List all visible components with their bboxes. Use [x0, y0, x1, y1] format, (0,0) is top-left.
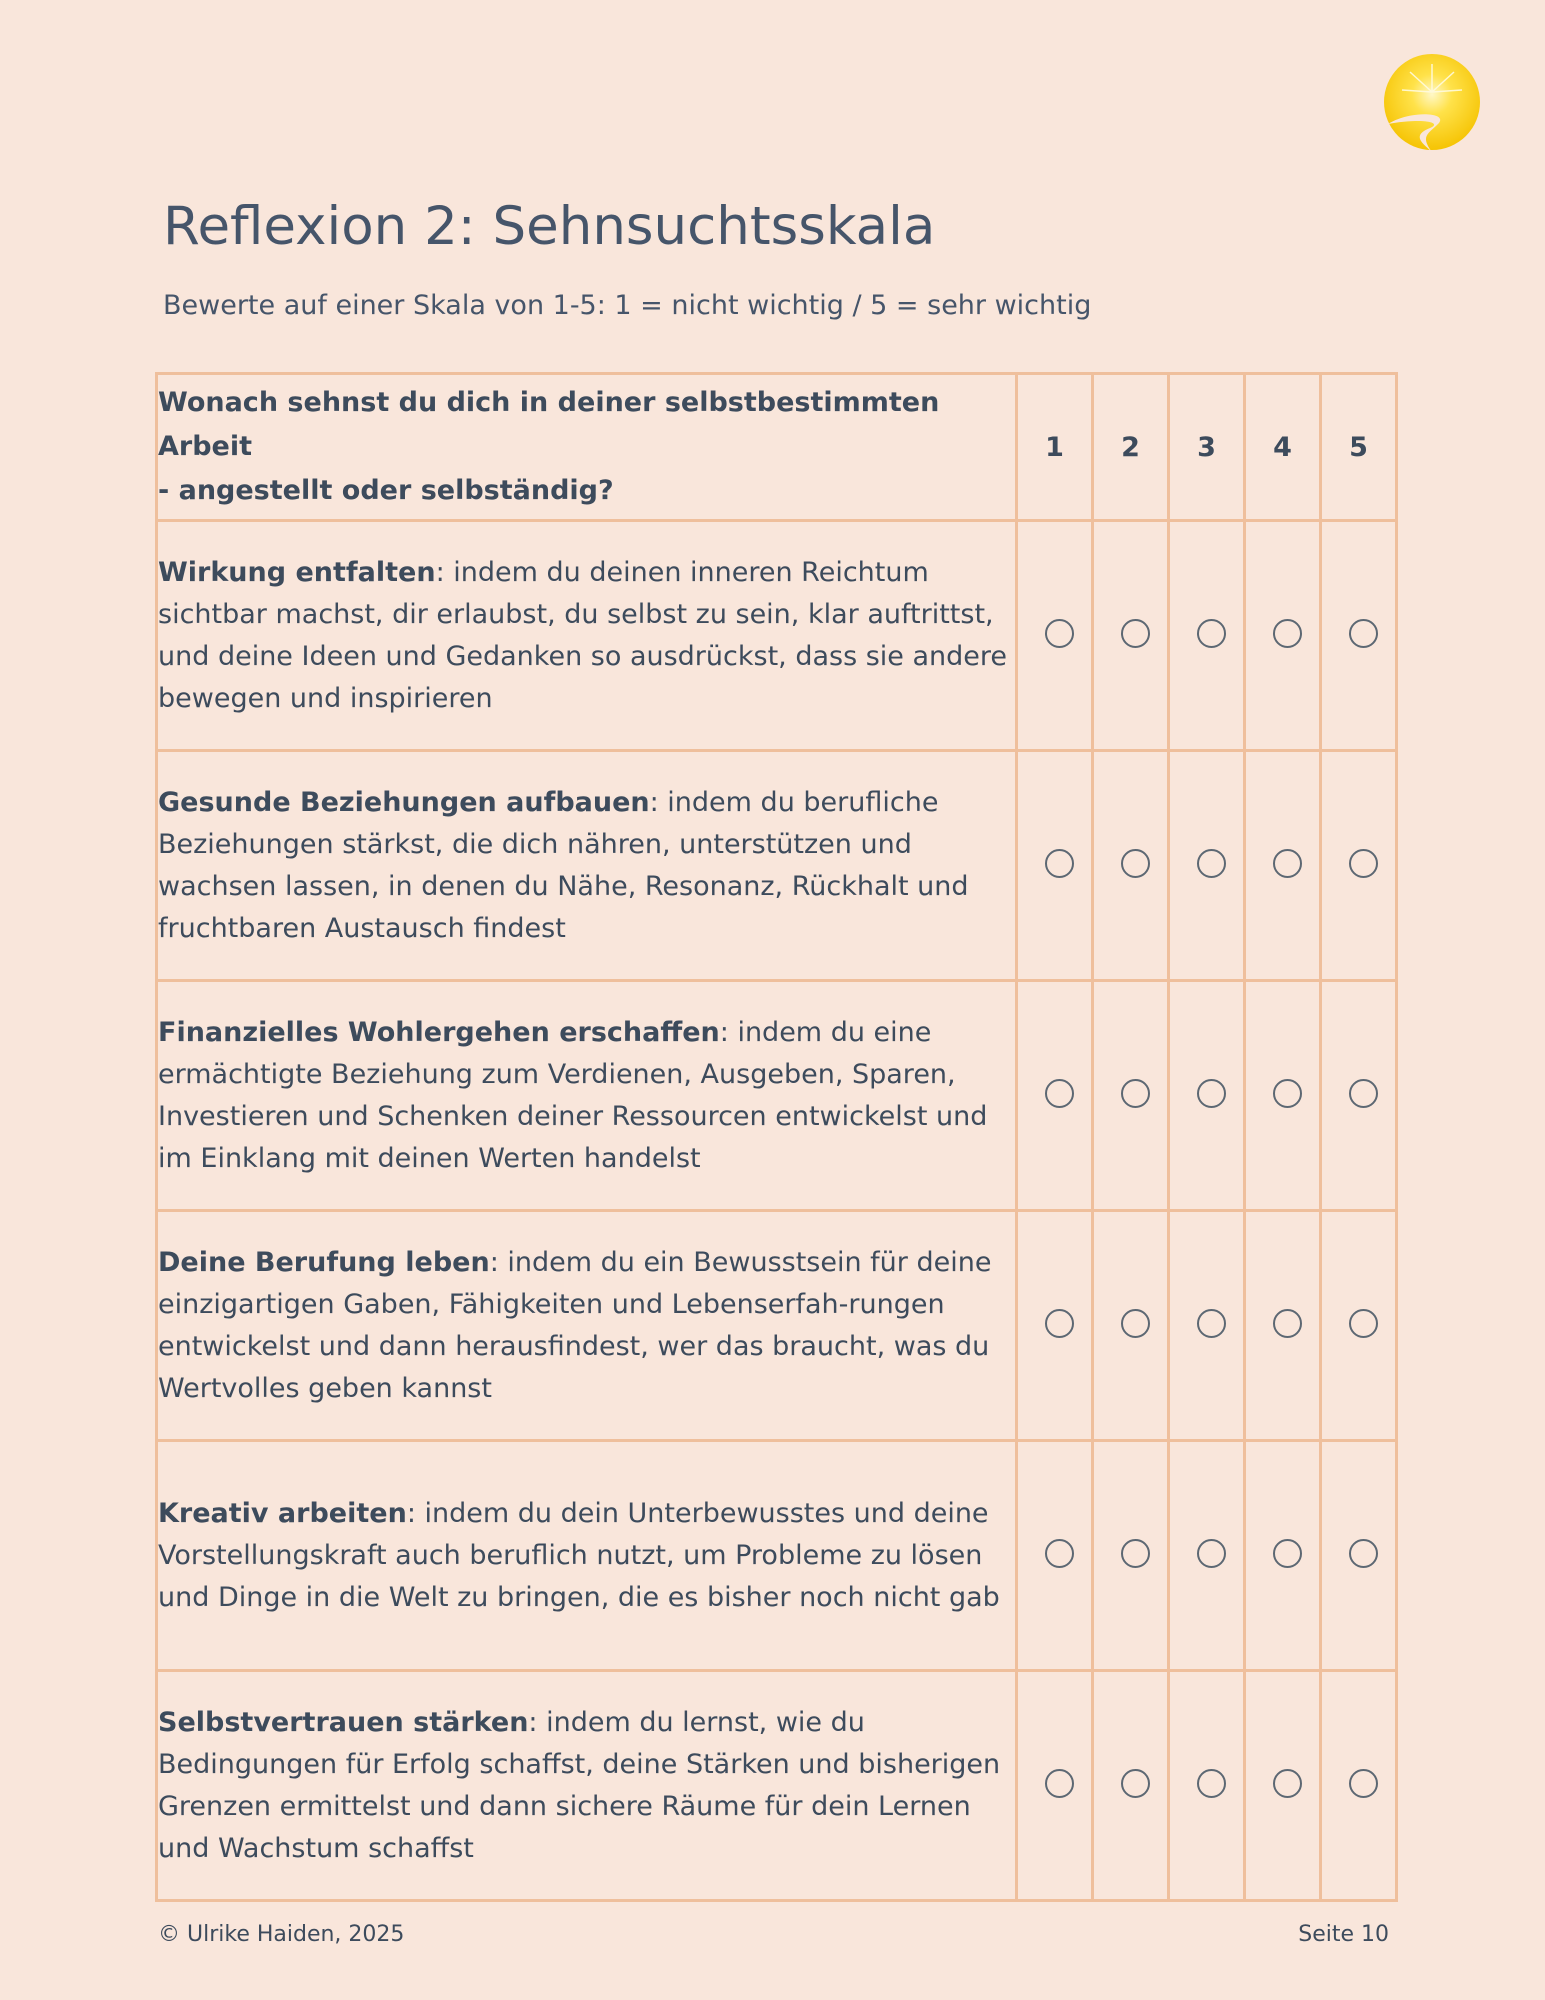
rating-cell-2: [1093, 751, 1169, 981]
rating-cell-2: [1093, 981, 1169, 1211]
table-row: [157, 1211, 1397, 1441]
rating-radio-5[interactable]: [1349, 1309, 1378, 1338]
rating-cell-1: [1017, 521, 1093, 751]
rating-cell-5: [1321, 1211, 1397, 1441]
item-title: Deine Berufung leben: [158, 1246, 490, 1278]
question-line-2: - angestellt oder selbständig?: [158, 475, 614, 506]
rating-cell-2: [1093, 1441, 1169, 1671]
table-row: [157, 521, 1397, 751]
item-description: [157, 981, 1017, 1211]
rating-cell-1: [1017, 1671, 1093, 1901]
rating-cell-2: [1093, 1211, 1169, 1441]
rating-cell-4: [1245, 1671, 1321, 1901]
rating-cell-5: [1321, 1671, 1397, 1901]
rating-radio-3[interactable]: [1197, 849, 1226, 878]
rating-cell-1: [1017, 751, 1093, 981]
table-row: [157, 1441, 1397, 1671]
rating-cell-5: [1321, 521, 1397, 751]
item-description: [157, 1671, 1017, 1901]
rating-radio-2[interactable]: [1121, 1539, 1150, 1568]
scale-header-5: 5: [1321, 374, 1397, 521]
rating-cell-4: [1245, 751, 1321, 981]
rating-radio-4[interactable]: [1273, 1539, 1302, 1568]
rating-radio-2[interactable]: [1121, 1079, 1150, 1108]
rating-radio-4[interactable]: [1273, 1079, 1302, 1108]
rating-radio-3[interactable]: [1197, 1539, 1226, 1568]
rating-radio-2[interactable]: [1121, 1309, 1150, 1338]
item-description: [157, 1441, 1017, 1671]
page-subtitle: Bewerte auf einer Skala von 1-5: 1 = nicht wichtig / 5 = sehr wichtig: [163, 290, 1092, 321]
item-title: Gesunde Beziehungen aufbauen: [158, 786, 650, 818]
longing-scale-table: [155, 372, 1398, 1902]
rating-cell-2: [1093, 1671, 1169, 1901]
rating-radio-1[interactable]: [1045, 1769, 1074, 1798]
rating-cell-4: [1245, 1211, 1321, 1441]
rating-cell-5: [1321, 751, 1397, 981]
rating-radio-1[interactable]: [1045, 849, 1074, 878]
item-text: : indem du berufliche Beziehungen stärkst, die dich nähren, unterstützen und wachsen lassen, in denen du Nähe, Resonanz, Rückhalt und fruchtbaren Austausch findest: [158, 786, 969, 944]
scale-header-2: 2: [1093, 374, 1169, 521]
item-description: [157, 521, 1017, 751]
rating-cell-1: [1017, 1211, 1093, 1441]
item-text: : indem du ein Bewusstsein für deine einzigartigen Gaben, Fähigkeiten und Lebenserfah-rungen entwickelst und dann herausfindest, wer das braucht, was du Wertvolles geben kannst: [158, 1246, 992, 1404]
item-text: : indem du eine ermächtigte Beziehung zum Verdienen, Ausgeben, Sparen, Investieren und Schenken deiner Ressourcen entwickelst und im Einklang mit deinen Werten handelst: [158, 1016, 988, 1174]
rating-radio-1[interactable]: [1045, 1309, 1074, 1338]
rating-radio-4[interactable]: [1273, 1309, 1302, 1338]
item-title: Finanzielles Wohlergehen erschaffen: [158, 1016, 720, 1048]
rating-cell-2: [1093, 521, 1169, 751]
rating-cell-3: [1169, 1441, 1245, 1671]
rating-radio-2[interactable]: [1121, 849, 1150, 878]
table-row: [157, 751, 1397, 981]
rating-radio-3[interactable]: [1197, 1309, 1226, 1338]
rating-radio-3[interactable]: [1197, 1079, 1226, 1108]
rating-radio-4[interactable]: [1273, 619, 1302, 648]
table-header-row: [157, 374, 1397, 521]
rating-radio-2[interactable]: [1121, 619, 1150, 648]
item-text: : indem du deinen inneren Reichtum sichtbar machst, dir erlaubst, du selbst zu sein, klar auftrittst, und deine Ideen und Gedanken so ausdrückst, dass sie andere bewegen und inspirieren: [158, 556, 1008, 714]
table-row: [157, 1671, 1397, 1901]
item-title: Kreativ arbeiten: [158, 1497, 407, 1529]
item-text: : indem du lernst, wie du Bedingungen für Erfolg schaffst, deine Stärken und bisherigen Grenzen ermittelst und dann sichere Räume für dein Lernen und Wachstum schaffst: [158, 1706, 1001, 1864]
question-header: [157, 374, 1017, 521]
page-title: Reflexion 2: Sehnsuchtsskala: [163, 196, 936, 257]
rating-cell-3: [1169, 981, 1245, 1211]
item-description: [157, 751, 1017, 981]
rating-radio-4[interactable]: [1273, 849, 1302, 878]
sun-path-logo-icon: [1380, 52, 1484, 156]
rating-cell-4: [1245, 1441, 1321, 1671]
rating-cell-3: [1169, 521, 1245, 751]
rating-radio-1[interactable]: [1045, 1539, 1074, 1568]
rating-radio-3[interactable]: [1197, 1769, 1226, 1798]
rating-cell-4: [1245, 521, 1321, 751]
rating-radio-5[interactable]: [1349, 1079, 1378, 1108]
item-text: : indem du dein Unterbewusstes und deine Vorstellungskraft auch beruflich nutzt, um Probleme zu lösen und Dinge in die Welt zu bringen, die es bisher noch nicht gab: [158, 1497, 1000, 1613]
rating-cell-3: [1169, 751, 1245, 981]
rating-radio-4[interactable]: [1273, 1769, 1302, 1798]
rating-cell-3: [1169, 1211, 1245, 1441]
rating-radio-3[interactable]: [1197, 619, 1226, 648]
scale-header-4: 4: [1245, 374, 1321, 521]
rating-cell-4: [1245, 981, 1321, 1211]
rating-radio-5[interactable]: [1349, 1539, 1378, 1568]
rating-radio-5[interactable]: [1349, 849, 1378, 878]
footer-copyright: © Ulrike Haiden, 2025: [158, 1922, 405, 1947]
rating-cell-5: [1321, 981, 1397, 1211]
question-line-1: Wonach sehnst du dich in deiner selbstbestimmten Arbeit: [158, 387, 940, 462]
rating-radio-1[interactable]: [1045, 1079, 1074, 1108]
item-description: [157, 1211, 1017, 1441]
rating-cell-3: [1169, 1671, 1245, 1901]
item-title: Wirkung entfalten: [158, 556, 436, 588]
rating-radio-5[interactable]: [1349, 619, 1378, 648]
table-row: [157, 981, 1397, 1211]
scale-header-3: 3: [1169, 374, 1245, 521]
rating-cell-1: [1017, 1441, 1093, 1671]
rating-radio-1[interactable]: [1045, 619, 1074, 648]
rating-cell-5: [1321, 1441, 1397, 1671]
rating-radio-2[interactable]: [1121, 1769, 1150, 1798]
footer-page-number: Seite 10: [1298, 1922, 1389, 1947]
scale-header-1: 1: [1017, 374, 1093, 521]
item-title: Selbstvertrauen stärken: [158, 1706, 529, 1738]
rating-cell-1: [1017, 981, 1093, 1211]
rating-radio-5[interactable]: [1349, 1769, 1378, 1798]
